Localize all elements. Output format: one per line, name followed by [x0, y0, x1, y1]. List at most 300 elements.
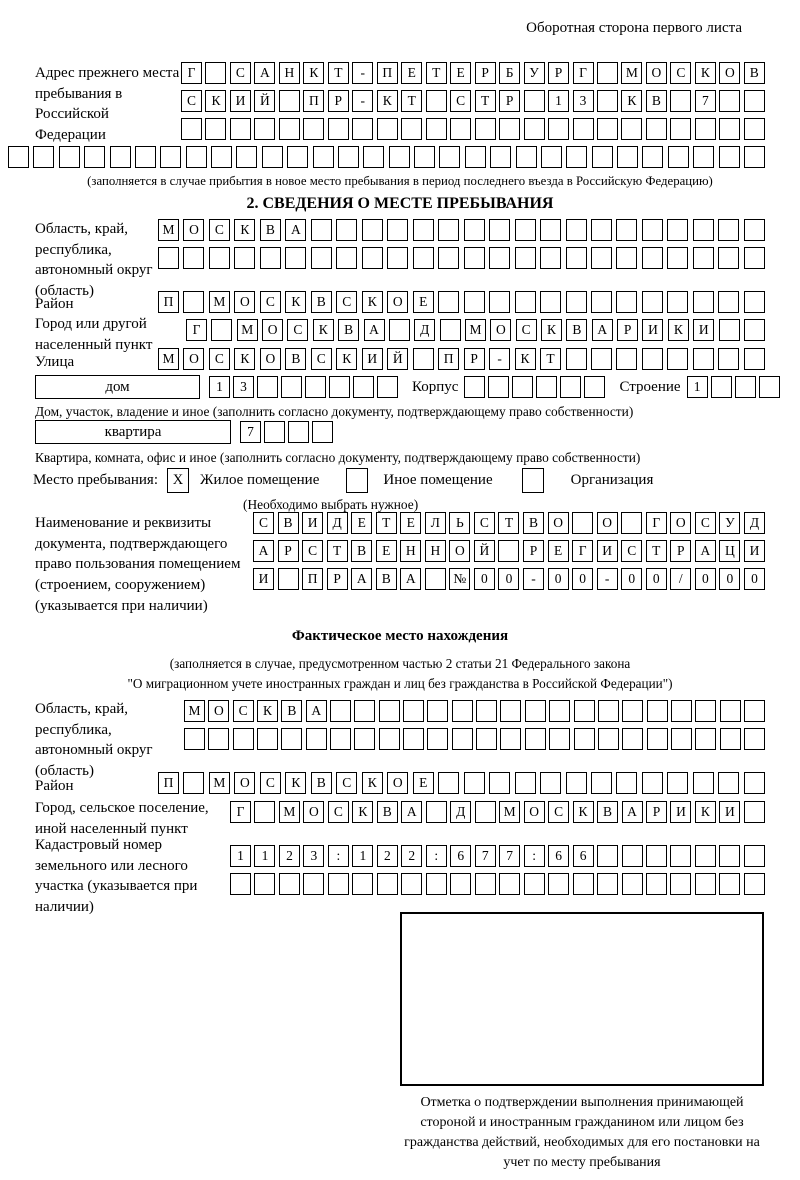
- char-cell[interactable]: [693, 219, 714, 241]
- char-cell[interactable]: [328, 118, 349, 140]
- char-cell[interactable]: М: [209, 291, 230, 313]
- char-cell[interactable]: Г: [572, 540, 593, 562]
- char-cell[interactable]: [279, 873, 300, 895]
- char-cell[interactable]: [744, 146, 765, 168]
- char-cell[interactable]: [667, 247, 688, 269]
- char-cell[interactable]: [184, 728, 205, 750]
- char-cell[interactable]: [230, 118, 251, 140]
- char-cell[interactable]: -: [597, 568, 618, 590]
- char-cell[interactable]: [158, 247, 179, 269]
- char-cell[interactable]: [540, 772, 561, 794]
- char-cell[interactable]: [490, 146, 511, 168]
- char-cell[interactable]: А: [253, 540, 274, 562]
- char-cell[interactable]: А: [400, 568, 421, 590]
- char-cell[interactable]: [313, 146, 334, 168]
- char-cell[interactable]: [744, 219, 765, 241]
- char-cell[interactable]: [597, 62, 618, 84]
- char-cell[interactable]: Е: [548, 540, 569, 562]
- char-cell[interactable]: 7: [499, 845, 520, 867]
- char-cell[interactable]: Р: [499, 90, 520, 112]
- char-cell[interactable]: Ц: [719, 540, 740, 562]
- char-cell[interactable]: П: [303, 90, 324, 112]
- char-cell[interactable]: О: [208, 700, 229, 722]
- char-cell[interactable]: С: [450, 90, 471, 112]
- char-cell[interactable]: Г: [646, 512, 667, 534]
- char-cell[interactable]: [211, 319, 232, 341]
- char-cell[interactable]: [379, 728, 400, 750]
- char-cell[interactable]: С: [336, 291, 357, 313]
- char-cell[interactable]: К: [362, 772, 383, 794]
- char-cell[interactable]: 0: [548, 568, 569, 590]
- char-cell[interactable]: Д: [744, 512, 765, 534]
- char-cell[interactable]: [642, 291, 663, 313]
- char-cell[interactable]: 0: [719, 568, 740, 590]
- char-cell[interactable]: :: [328, 845, 349, 867]
- char-cell[interactable]: В: [566, 319, 587, 341]
- char-cell[interactable]: [230, 873, 251, 895]
- char-cell[interactable]: [438, 247, 459, 269]
- char-cell[interactable]: [464, 772, 485, 794]
- char-cell[interactable]: К: [285, 772, 306, 794]
- char-cell[interactable]: [8, 146, 29, 168]
- char-cell[interactable]: [254, 873, 275, 895]
- char-cell[interactable]: [452, 728, 473, 750]
- char-cell[interactable]: Й: [387, 348, 408, 370]
- char-cell[interactable]: С: [695, 512, 716, 534]
- char-cell[interactable]: [744, 728, 765, 750]
- char-cell[interactable]: [352, 118, 373, 140]
- char-cell[interactable]: Н: [279, 62, 300, 84]
- char-cell[interactable]: 3: [303, 845, 324, 867]
- char-cell[interactable]: [566, 146, 587, 168]
- char-cell[interactable]: :: [524, 845, 545, 867]
- char-cell[interactable]: Т: [376, 512, 397, 534]
- char-cell[interactable]: В: [646, 90, 667, 112]
- char-cell[interactable]: [515, 219, 536, 241]
- char-cell[interactable]: Г: [573, 62, 594, 84]
- char-cell[interactable]: [744, 247, 765, 269]
- char-cell[interactable]: О: [234, 291, 255, 313]
- organizatsiya-checkbox[interactable]: [522, 468, 544, 493]
- char-cell[interactable]: [646, 873, 667, 895]
- char-cell[interactable]: О: [387, 772, 408, 794]
- char-cell[interactable]: [183, 291, 204, 313]
- char-cell[interactable]: 0: [646, 568, 667, 590]
- char-cell[interactable]: 1: [209, 376, 230, 398]
- char-cell[interactable]: [597, 845, 618, 867]
- char-cell[interactable]: С: [230, 62, 251, 84]
- char-cell[interactable]: [711, 376, 732, 398]
- char-cell[interactable]: [719, 319, 740, 341]
- char-cell[interactable]: [110, 146, 131, 168]
- char-cell[interactable]: В: [311, 772, 332, 794]
- char-cell[interactable]: [516, 146, 537, 168]
- char-cell[interactable]: С: [209, 348, 230, 370]
- char-cell[interactable]: [413, 348, 434, 370]
- char-cell[interactable]: [670, 90, 691, 112]
- char-cell[interactable]: У: [719, 512, 740, 534]
- char-cell[interactable]: [475, 873, 496, 895]
- char-cell[interactable]: [566, 247, 587, 269]
- char-cell[interactable]: А: [254, 62, 275, 84]
- char-cell[interactable]: [257, 728, 278, 750]
- char-cell[interactable]: [312, 421, 333, 443]
- char-cell[interactable]: [622, 873, 643, 895]
- char-cell[interactable]: Д: [414, 319, 435, 341]
- char-cell[interactable]: [591, 219, 612, 241]
- char-cell[interactable]: [183, 772, 204, 794]
- char-cell[interactable]: Р: [464, 348, 485, 370]
- char-cell[interactable]: О: [524, 801, 545, 823]
- char-cell[interactable]: С: [233, 700, 254, 722]
- char-cell[interactable]: [548, 118, 569, 140]
- char-cell[interactable]: [540, 291, 561, 313]
- char-cell[interactable]: К: [695, 62, 716, 84]
- char-cell[interactable]: С: [670, 62, 691, 84]
- char-cell[interactable]: Р: [327, 568, 348, 590]
- char-cell[interactable]: 0: [744, 568, 765, 590]
- char-cell[interactable]: [311, 219, 332, 241]
- char-cell[interactable]: О: [234, 772, 255, 794]
- char-cell[interactable]: [59, 146, 80, 168]
- char-cell[interactable]: [642, 772, 663, 794]
- char-cell[interactable]: [205, 62, 226, 84]
- char-cell[interactable]: [512, 376, 533, 398]
- char-cell[interactable]: [621, 118, 642, 140]
- char-cell[interactable]: [500, 700, 521, 722]
- char-cell[interactable]: [719, 873, 740, 895]
- char-cell[interactable]: [617, 146, 638, 168]
- char-cell[interactable]: [616, 291, 637, 313]
- char-cell[interactable]: С: [311, 348, 332, 370]
- char-cell[interactable]: [209, 247, 230, 269]
- char-cell[interactable]: [719, 146, 740, 168]
- char-cell[interactable]: [426, 90, 447, 112]
- char-cell[interactable]: И: [719, 801, 740, 823]
- char-cell[interactable]: А: [401, 801, 422, 823]
- char-cell[interactable]: [667, 348, 688, 370]
- char-cell[interactable]: И: [253, 568, 274, 590]
- char-cell[interactable]: А: [364, 319, 385, 341]
- char-cell[interactable]: П: [158, 772, 179, 794]
- char-cell[interactable]: О: [670, 512, 691, 534]
- char-cell[interactable]: С: [181, 90, 202, 112]
- char-cell[interactable]: [377, 376, 398, 398]
- char-cell[interactable]: А: [622, 801, 643, 823]
- char-cell[interactable]: [591, 348, 612, 370]
- char-cell[interactable]: О: [183, 348, 204, 370]
- char-cell[interactable]: [597, 873, 618, 895]
- char-cell[interactable]: М: [209, 772, 230, 794]
- char-cell[interactable]: [693, 348, 714, 370]
- char-cell[interactable]: [183, 247, 204, 269]
- char-cell[interactable]: 3: [573, 90, 594, 112]
- char-cell[interactable]: М: [158, 219, 179, 241]
- char-cell[interactable]: [377, 873, 398, 895]
- char-cell[interactable]: 1: [352, 845, 373, 867]
- char-cell[interactable]: В: [311, 291, 332, 313]
- char-cell[interactable]: [525, 728, 546, 750]
- char-cell[interactable]: С: [260, 772, 281, 794]
- char-cell[interactable]: О: [262, 319, 283, 341]
- char-cell[interactable]: К: [515, 348, 536, 370]
- char-cell[interactable]: С: [336, 772, 357, 794]
- char-cell[interactable]: [452, 700, 473, 722]
- char-cell[interactable]: [719, 90, 740, 112]
- char-cell[interactable]: [549, 700, 570, 722]
- char-cell[interactable]: [264, 421, 285, 443]
- char-cell[interactable]: И: [362, 348, 383, 370]
- char-cell[interactable]: Е: [351, 512, 372, 534]
- char-cell[interactable]: -: [489, 348, 510, 370]
- char-cell[interactable]: П: [158, 291, 179, 313]
- char-cell[interactable]: И: [230, 90, 251, 112]
- char-cell[interactable]: 2: [377, 845, 398, 867]
- char-cell[interactable]: [278, 568, 299, 590]
- char-cell[interactable]: 1: [548, 90, 569, 112]
- char-cell[interactable]: О: [719, 62, 740, 84]
- char-cell[interactable]: [160, 146, 181, 168]
- char-cell[interactable]: [695, 118, 716, 140]
- char-cell[interactable]: 7: [240, 421, 261, 443]
- char-cell[interactable]: Т: [328, 62, 349, 84]
- char-cell[interactable]: [548, 873, 569, 895]
- char-cell[interactable]: [744, 873, 765, 895]
- char-cell[interactable]: [566, 291, 587, 313]
- char-cell[interactable]: Т: [498, 512, 519, 534]
- char-cell[interactable]: М: [237, 319, 258, 341]
- char-cell[interactable]: А: [285, 219, 306, 241]
- char-cell[interactable]: [285, 247, 306, 269]
- char-cell[interactable]: Р: [646, 801, 667, 823]
- char-cell[interactable]: [257, 376, 278, 398]
- char-cell[interactable]: [718, 219, 739, 241]
- char-cell[interactable]: [584, 376, 605, 398]
- char-cell[interactable]: [305, 376, 326, 398]
- char-cell[interactable]: О: [449, 540, 470, 562]
- char-cell[interactable]: [693, 247, 714, 269]
- char-cell[interactable]: [693, 772, 714, 794]
- char-cell[interactable]: [279, 90, 300, 112]
- char-cell[interactable]: К: [377, 90, 398, 112]
- char-cell[interactable]: [426, 801, 447, 823]
- char-cell[interactable]: [413, 219, 434, 241]
- char-cell[interactable]: [524, 118, 545, 140]
- char-cell[interactable]: [549, 728, 570, 750]
- char-cell[interactable]: 2: [401, 845, 422, 867]
- char-cell[interactable]: [377, 118, 398, 140]
- char-cell[interactable]: С: [209, 219, 230, 241]
- char-cell[interactable]: М: [499, 801, 520, 823]
- char-cell[interactable]: [744, 319, 765, 341]
- char-cell[interactable]: [488, 376, 509, 398]
- char-cell[interactable]: [647, 700, 668, 722]
- char-cell[interactable]: С: [253, 512, 274, 534]
- char-cell[interactable]: [254, 801, 275, 823]
- char-cell[interactable]: [621, 512, 642, 534]
- char-cell[interactable]: 1: [687, 376, 708, 398]
- char-cell[interactable]: К: [668, 319, 689, 341]
- char-cell[interactable]: О: [646, 62, 667, 84]
- char-cell[interactable]: [744, 801, 765, 823]
- char-cell[interactable]: О: [303, 801, 324, 823]
- char-cell[interactable]: [438, 291, 459, 313]
- char-cell[interactable]: 6: [450, 845, 471, 867]
- char-cell[interactable]: [591, 772, 612, 794]
- char-cell[interactable]: Б: [499, 62, 520, 84]
- inoe-checkbox[interactable]: [346, 468, 368, 493]
- char-cell[interactable]: [693, 291, 714, 313]
- char-cell[interactable]: 0: [621, 568, 642, 590]
- char-cell[interactable]: И: [642, 319, 663, 341]
- char-cell[interactable]: О: [260, 348, 281, 370]
- char-cell[interactable]: [695, 873, 716, 895]
- char-cell[interactable]: Й: [254, 90, 275, 112]
- char-cell[interactable]: Т: [327, 540, 348, 562]
- char-cell[interactable]: [426, 873, 447, 895]
- char-cell[interactable]: [560, 376, 581, 398]
- char-cell[interactable]: [260, 247, 281, 269]
- char-cell[interactable]: [566, 348, 587, 370]
- char-cell[interactable]: И: [744, 540, 765, 562]
- char-cell[interactable]: [759, 376, 780, 398]
- char-cell[interactable]: А: [592, 319, 613, 341]
- char-cell[interactable]: [642, 219, 663, 241]
- char-cell[interactable]: 3: [233, 376, 254, 398]
- char-cell[interactable]: [464, 247, 485, 269]
- char-cell[interactable]: [573, 873, 594, 895]
- char-cell[interactable]: [515, 291, 536, 313]
- char-cell[interactable]: [515, 247, 536, 269]
- char-cell[interactable]: [616, 772, 637, 794]
- char-cell[interactable]: Н: [425, 540, 446, 562]
- char-cell[interactable]: [718, 348, 739, 370]
- char-cell[interactable]: В: [278, 512, 299, 534]
- char-cell[interactable]: 2: [279, 845, 300, 867]
- char-cell[interactable]: М: [158, 348, 179, 370]
- char-cell[interactable]: [440, 319, 461, 341]
- char-cell[interactable]: [403, 700, 424, 722]
- char-cell[interactable]: [498, 540, 519, 562]
- char-cell[interactable]: С: [516, 319, 537, 341]
- char-cell[interactable]: О: [183, 219, 204, 241]
- char-cell[interactable]: [744, 90, 765, 112]
- char-cell[interactable]: [233, 728, 254, 750]
- char-cell[interactable]: [668, 146, 689, 168]
- char-cell[interactable]: К: [573, 801, 594, 823]
- char-cell[interactable]: [379, 700, 400, 722]
- char-cell[interactable]: [389, 146, 410, 168]
- char-cell[interactable]: [591, 291, 612, 313]
- char-cell[interactable]: М: [621, 62, 642, 84]
- char-cell[interactable]: [524, 873, 545, 895]
- char-cell[interactable]: К: [257, 700, 278, 722]
- char-cell[interactable]: [281, 728, 302, 750]
- char-cell[interactable]: К: [621, 90, 642, 112]
- char-cell[interactable]: [281, 376, 302, 398]
- char-cell[interactable]: [338, 146, 359, 168]
- char-cell[interactable]: Т: [646, 540, 667, 562]
- char-cell[interactable]: 7: [475, 845, 496, 867]
- char-cell[interactable]: [719, 118, 740, 140]
- char-cell[interactable]: Р: [278, 540, 299, 562]
- char-cell[interactable]: В: [523, 512, 544, 534]
- char-cell[interactable]: 0: [695, 568, 716, 590]
- char-cell[interactable]: К: [303, 62, 324, 84]
- char-cell[interactable]: К: [362, 291, 383, 313]
- char-cell[interactable]: [572, 512, 593, 534]
- char-cell[interactable]: [591, 247, 612, 269]
- char-cell[interactable]: [279, 118, 300, 140]
- char-cell[interactable]: [438, 219, 459, 241]
- char-cell[interactable]: [744, 700, 765, 722]
- char-cell[interactable]: [288, 421, 309, 443]
- char-cell[interactable]: К: [234, 348, 255, 370]
- char-cell[interactable]: Т: [475, 90, 496, 112]
- char-cell[interactable]: [303, 873, 324, 895]
- char-cell[interactable]: [718, 772, 739, 794]
- char-cell[interactable]: [500, 728, 521, 750]
- char-cell[interactable]: [329, 376, 350, 398]
- char-cell[interactable]: У: [524, 62, 545, 84]
- char-cell[interactable]: [353, 376, 374, 398]
- char-cell[interactable]: [181, 118, 202, 140]
- char-cell[interactable]: [489, 219, 510, 241]
- char-cell[interactable]: К: [541, 319, 562, 341]
- char-cell[interactable]: [489, 772, 510, 794]
- char-cell[interactable]: О: [597, 512, 618, 534]
- char-cell[interactable]: В: [744, 62, 765, 84]
- char-cell[interactable]: [450, 873, 471, 895]
- char-cell[interactable]: [362, 247, 383, 269]
- char-cell[interactable]: [287, 146, 308, 168]
- char-cell[interactable]: [450, 118, 471, 140]
- char-cell[interactable]: Д: [450, 801, 471, 823]
- char-cell[interactable]: [234, 247, 255, 269]
- char-cell[interactable]: Ь: [449, 512, 470, 534]
- char-cell[interactable]: [475, 801, 496, 823]
- char-cell[interactable]: [719, 845, 740, 867]
- char-cell[interactable]: С: [287, 319, 308, 341]
- char-cell[interactable]: [489, 247, 510, 269]
- char-cell[interactable]: [718, 247, 739, 269]
- char-cell[interactable]: К: [695, 801, 716, 823]
- char-cell[interactable]: [439, 146, 460, 168]
- char-cell[interactable]: Р: [475, 62, 496, 84]
- char-cell[interactable]: Е: [376, 540, 397, 562]
- char-cell[interactable]: [476, 700, 497, 722]
- char-cell[interactable]: В: [285, 348, 306, 370]
- char-cell[interactable]: [670, 118, 691, 140]
- char-cell[interactable]: [524, 90, 545, 112]
- char-cell[interactable]: В: [377, 801, 398, 823]
- char-cell[interactable]: [352, 873, 373, 895]
- char-cell[interactable]: [622, 845, 643, 867]
- char-cell[interactable]: Н: [400, 540, 421, 562]
- char-cell[interactable]: [670, 845, 691, 867]
- char-cell[interactable]: [499, 873, 520, 895]
- char-cell[interactable]: Р: [328, 90, 349, 112]
- char-cell[interactable]: [670, 873, 691, 895]
- char-cell[interactable]: [566, 772, 587, 794]
- char-cell[interactable]: [695, 845, 716, 867]
- char-cell[interactable]: А: [351, 568, 372, 590]
- char-cell[interactable]: [401, 118, 422, 140]
- char-cell[interactable]: [646, 118, 667, 140]
- char-cell[interactable]: Е: [413, 291, 434, 313]
- char-cell[interactable]: [720, 700, 741, 722]
- char-cell[interactable]: [465, 146, 486, 168]
